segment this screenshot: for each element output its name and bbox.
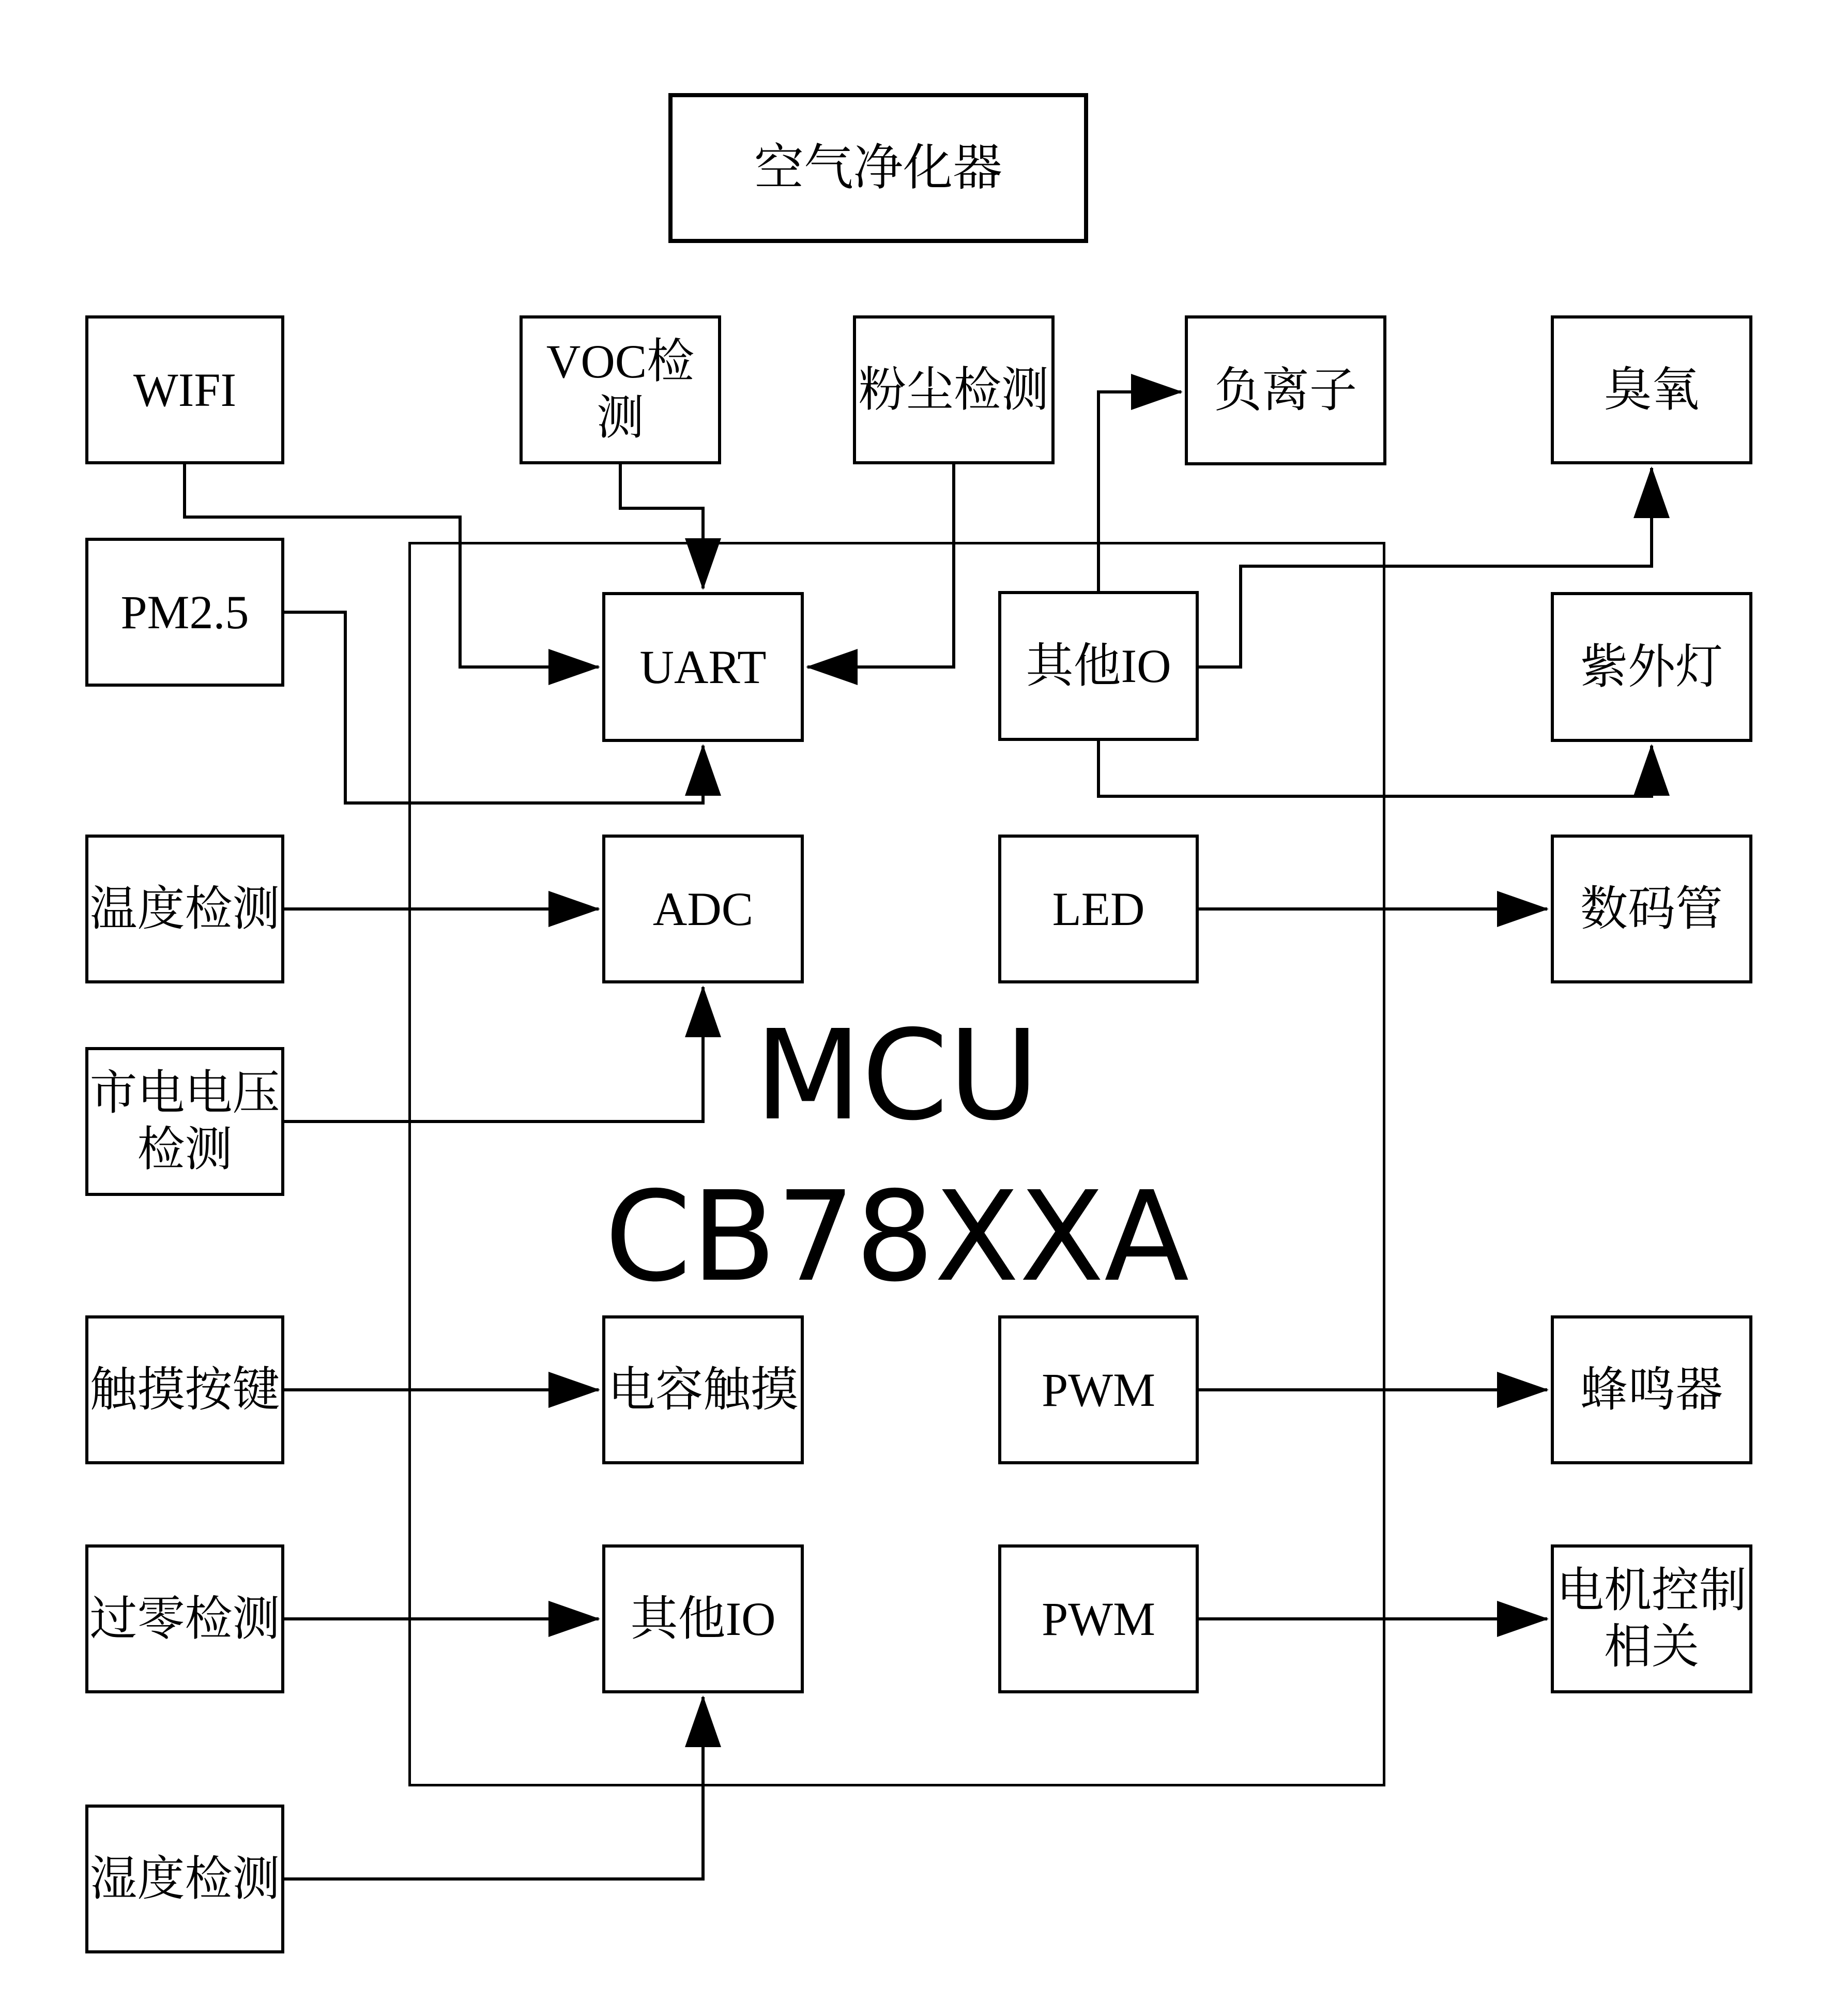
node-pm25-label: PM2.5	[120, 585, 249, 639]
node-pwm1-label: PWM	[1042, 1363, 1155, 1416]
node-buzzer	[1551, 1315, 1752, 1464]
node-zero-cross-label: 过零检测	[89, 1592, 280, 1645]
node-pwm1	[998, 1315, 1199, 1464]
node-cap-touch-label: 电容触摸	[607, 1363, 798, 1416]
node-uv-lamp	[1551, 592, 1752, 742]
node-voc-label: VOC检测	[546, 335, 695, 444]
node-zero-cross	[85, 1544, 284, 1693]
node-motor-control-label-line2: 相关	[1604, 1620, 1699, 1673]
wire-dust-to-uart	[807, 464, 954, 667]
mcu-name: MCU	[754, 1003, 1040, 1148]
wire-voc-to-uart	[620, 464, 703, 588]
wire-humidity-to-otherio2	[284, 1697, 703, 1879]
node-mains-voltage-label-line1: 市电电压	[89, 1067, 280, 1120]
node-other-io-top	[998, 591, 1199, 741]
node-other-io-top-label: 其他IO	[1026, 639, 1171, 692]
node-anion	[1185, 315, 1386, 465]
node-other-io-bottom	[602, 1544, 804, 1693]
node-wifi-label: WIFI	[133, 363, 237, 416]
node-cap-touch	[602, 1315, 804, 1464]
node-dust-label: 粉尘检测	[858, 363, 1049, 416]
node-air-purifier	[668, 93, 1088, 243]
node-buzzer-label: 蜂鸣器	[1580, 1363, 1723, 1416]
mcu-part-number: CB78XXA	[604, 1164, 1189, 1309]
node-touch-key	[85, 1315, 284, 1464]
node-uart	[602, 592, 804, 742]
node-motor-control	[1551, 1544, 1752, 1693]
node-anion-label: 负离子	[1214, 363, 1357, 417]
node-pm25	[85, 538, 284, 687]
node-mains-voltage	[85, 1047, 284, 1196]
node-uv-lamp-label: 紫外灯	[1580, 640, 1723, 693]
node-digit-tube	[1551, 835, 1752, 983]
node-temp-label: 温度检测	[89, 882, 280, 935]
node-led-label: LED	[1052, 882, 1145, 935]
node-humidity	[85, 1805, 284, 1953]
node-motor-control-label-line1: 电机控制	[1556, 1564, 1747, 1617]
node-voc	[520, 315, 721, 464]
node-adc	[602, 835, 804, 983]
node-ozone	[1551, 315, 1752, 464]
node-pwm2-label: PWM	[1042, 1592, 1155, 1645]
node-ozone-label: 臭氧	[1604, 363, 1699, 416]
node-wifi	[85, 315, 284, 464]
wire-otherio-to-uvlamp	[1098, 741, 1652, 796]
node-temp	[85, 835, 284, 983]
node-air-purifier-label: 空气净化器	[754, 140, 1002, 196]
node-pwm2	[998, 1544, 1199, 1693]
node-mains-voltage-label-line2: 检测	[137, 1123, 233, 1176]
wire-otherio-to-anion	[1098, 392, 1181, 591]
node-other-io-bottom-label: 其他IO	[630, 1592, 776, 1645]
node-touch-key-label: 触摸按键	[89, 1363, 280, 1416]
node-digit-tube-label: 数码管	[1580, 882, 1723, 935]
wire-mains-to-adc	[284, 987, 703, 1121]
node-humidity-label: 湿度检测	[89, 1852, 280, 1905]
node-led	[998, 835, 1199, 983]
node-adc-label: ADC	[652, 882, 754, 935]
node-uart-label: UART	[639, 640, 767, 693]
node-dust	[853, 315, 1055, 464]
